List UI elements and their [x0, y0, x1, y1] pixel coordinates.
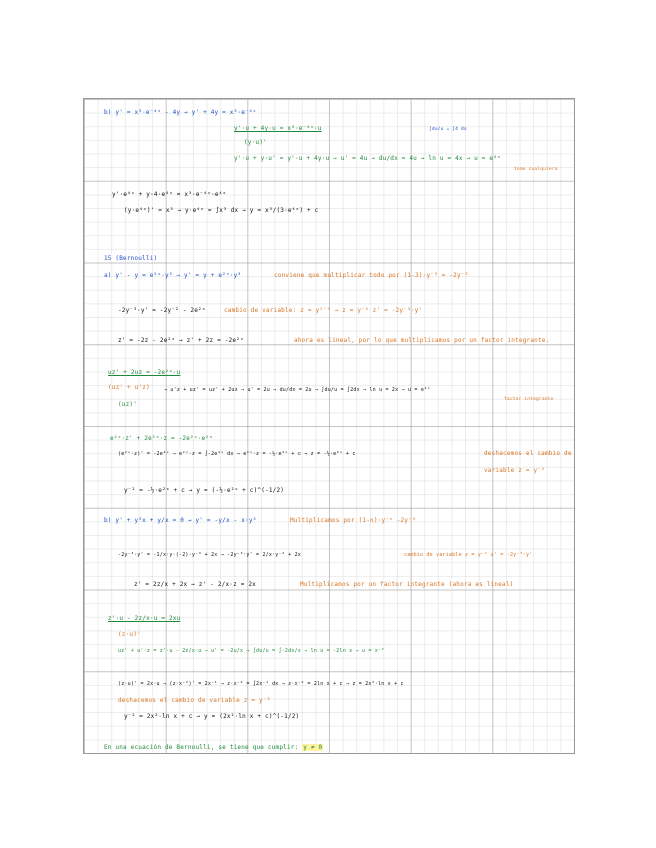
line-f-multiplied: -2y⁻³·y' = -1/x·y·(-2)·y⁻³ + 2x → -2y⁻³·y' = 2/x·y⁻² + 2x [118, 552, 301, 558]
note-a-lineal: ahora es lineal, por lo que multiplicamos por un factor integrante. [294, 337, 550, 344]
line-i-integrate: (z·u)' = 2x·u → (z·x⁻²)' = 2x⁻¹ → z·x⁻² = ∫2x⁻¹ dx → z·x⁻² = 2ln x + c → z = 2x²·ln x + c [118, 681, 404, 687]
highlight-condition: y ≠ 0 [303, 744, 323, 751]
note-e-undo-change: deshacemos el cambio de [484, 450, 572, 457]
line-a-multiplied: -2y⁻³·y' = -2y⁻² - 2e²ˣ [118, 307, 206, 314]
note-f-multiply: Multiplicamos por (1-n)·y⁻ⁿ -2y⁻³ [290, 517, 416, 524]
line-i-result: y⁻² = 2x²·ln x + c → y = (2x²·ln x + c)^(-1/2) [124, 713, 300, 720]
line-f-linear: z' = 2z/x + 2x → z' - 2/x·z = 2x [134, 581, 256, 588]
line-e-integrate: (e²ˣ·z)' = -2e⁴ˣ → e²ˣ·z = ∫-2e⁴ˣ dx → e²ˣ·z = -½·e⁴ˣ + c → z = -½·e²ˣ + c [118, 451, 356, 457]
line-f-equation: b) y' + y³x + y/x = 0 → y' = -y/x - x·y³ [104, 517, 257, 524]
note-a-multiply: conviene que multiplicar todo por (1-3)·y⁻³ = -2y⁻³ [274, 272, 469, 279]
note-tomo-cualquiera: tomo cualquiera [514, 167, 558, 172]
note-a-change-var: cambio de variable: z = y¹⁻³ → z = y⁻² z' = -2y⁻³·y' [224, 307, 423, 314]
note-factor-integrante: factor integrante [504, 397, 554, 402]
line-e-result: y⁻² = -½·e²ˣ + c → y = (-½·e²ˣ + c)^(-1/2) [124, 487, 285, 494]
note-f-factor: Multiplicamos por un factor integrante (ahora es lineal) [300, 581, 514, 588]
notes-sheet [83, 98, 575, 754]
line-d-multiply-u: uz' + 2uz = -2e²ˣ·u [108, 369, 181, 376]
line-b-multiply-u: y'·u + 4y·u = x³·e⁻⁴ˣ·u [234, 125, 322, 132]
line-e-multiplied: e²ˣ·z' + 2e²ˣ·z = -2e²ˣ·e²ˣ [110, 435, 213, 442]
line-j-conclusion: En una ecuación de Bernoulli, se tiene que cumplir: y ≠ 0 [104, 744, 323, 751]
line-d-product: (uz)' [118, 401, 138, 408]
line-b-solve-u: y'·u + y·u' = y'·u + 4y·u → u' = 4u → du/dx = 4u → ln u = 4x → u = e⁴ˣ [234, 155, 501, 162]
line-d-solve-u: → u'z + uz' = uz' + 2uz → u' = 2u → du/dx = 2u → ∫du/u = ∫2dx → ln u = 2x → u = e²ˣ [164, 387, 431, 393]
line-h-multiply-u: z'·u - 2z/x·u = 2xu [108, 615, 181, 622]
line-h-product: (z·u)' [118, 631, 141, 638]
line-c-integrate: (y·e⁴ˣ)' = x³ → y·e⁴ˣ = ∫x³ dx → y = x³/(3·e⁴ˣ) + c [124, 207, 319, 214]
line-c-multiplied: y'·e⁴ˣ + y·4·e⁴ˣ = x³·e⁻⁴ˣ·e⁴ˣ [112, 191, 227, 198]
line-h-solve-u: uz' + u'·z = z'·u - 2z/x·u → u' = -2u/x → ∫du/u = ∫-2dx/x → ln u = -2ln x → u = x⁻² [118, 648, 385, 654]
note-i-undo-change: deshacemos el cambio de variable z = y⁻² [118, 697, 271, 704]
line-b-product: (y·u)' [244, 139, 267, 146]
line-a-linear: z' = -2z - 2e²ˣ → z' + 2z = -2e²ˣ [118, 337, 244, 344]
note-f-change-var: cambio de variable z = y⁻² z' = -2y⁻³·y' [404, 552, 533, 558]
line-d-sum: (uz' + u'z) [108, 384, 150, 391]
line-a-equation: a) y' - y = e²ˣ·y³ → y' = y + e²ˣ·y³ [104, 272, 242, 279]
line-b-integral: ∫du/u = ∫4 dx [429, 127, 467, 132]
line-b-equation: b) y' = x³·e⁻⁴ˣ - 4y → y' + 4y = x³·e⁻⁴ˣ [104, 109, 257, 116]
section-15-bernoulli: 15 (Bernoulli) [104, 255, 158, 262]
note-e-variable: variable z = y⁻² [484, 467, 545, 474]
